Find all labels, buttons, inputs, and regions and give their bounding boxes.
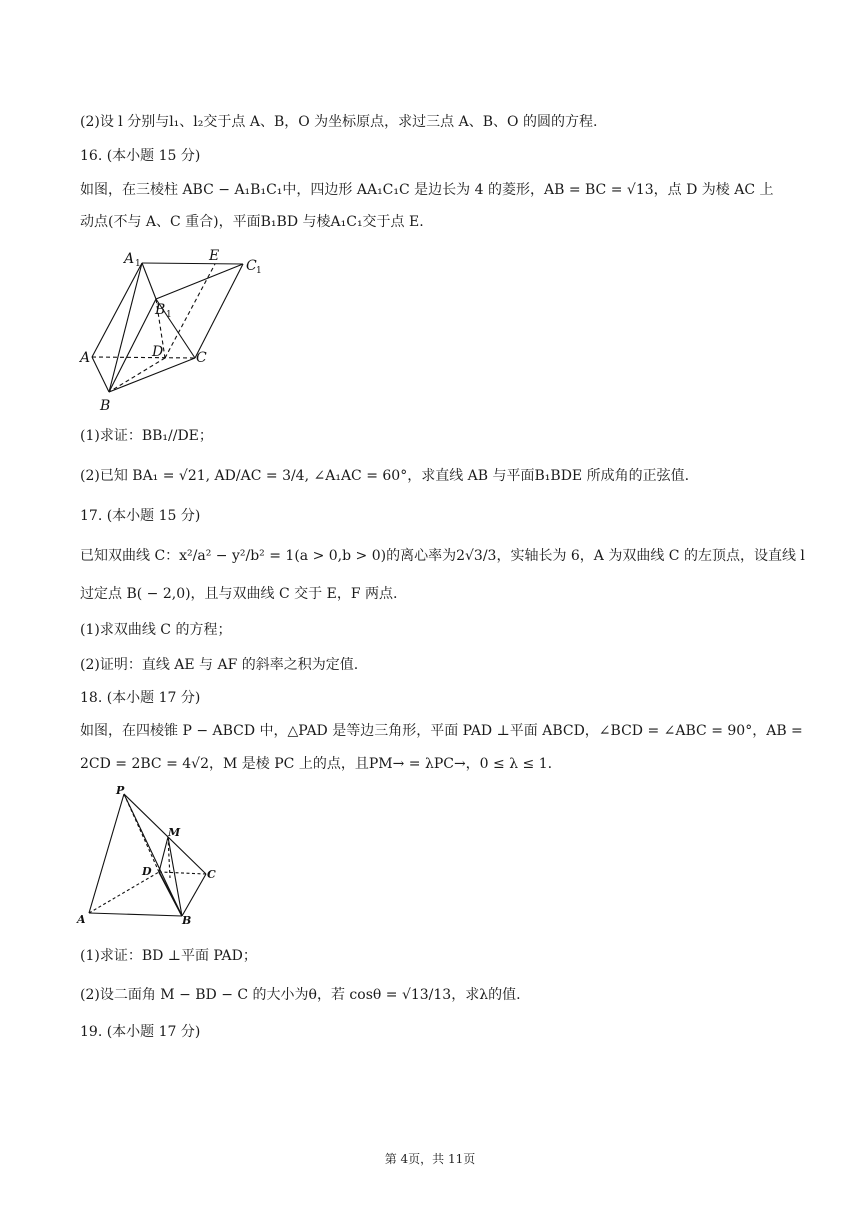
q18-part2: (2)设二面角 M − BD − C 的大小为θ，若 cosθ = √13/13，求λ的值. [80, 987, 521, 1003]
q15-part2: (2)设 l 分别与l₁、l₂交于点 A、B，O 为坐标原点，求过三点 A、B、O 的圆的方程. [80, 114, 598, 130]
label-p: P [116, 784, 125, 797]
q16-stem-line2: 动点(不与 A、C 重合)，平面B₁BD 与棱A₁C₁交于点 E. [80, 214, 424, 230]
label-d: D [142, 865, 152, 878]
label-a: A [80, 350, 91, 366]
page-footer: 第 4页，共 11页 [384, 1152, 476, 1166]
label-c: C [196, 350, 207, 366]
label-d: D [152, 344, 164, 360]
pyramid-figure [72, 782, 222, 924]
q18-stem-line1: 如图，在四棱锥 P − ABCD 中，△PAD 是等边三角形，平面 PAD ⊥平面 ABCD，∠BCD = ∠ABC = 90°，AB = [80, 723, 803, 739]
label-b: B [182, 914, 192, 924]
q17-header: 17. (本小题 15 分) [80, 508, 201, 524]
q16-header: 16. (本小题 15 分) [80, 148, 201, 164]
label-m: M [168, 826, 181, 839]
q18-header: 18. (本小题 17 分) [80, 690, 201, 706]
label-c1-sub: 1 [256, 266, 262, 276]
q17-stem-line1: 已知双曲线 C：x²/a² − y²/b² = 1(a > 0,b > 0)的离心率为2√3/3，实轴长为 6，A 为双曲线 C 的左顶点，设直线 l [80, 548, 805, 564]
q18-part1: (1)求证：BD ⊥平面 PAD； [80, 948, 257, 964]
q16-part2: (2)已知 BA₁ = √21, AD/AC = 3/4, ∠A₁AC = 60°，求直线 AB 与平面B₁BDE 所成角的正弦值. [80, 468, 690, 484]
q17-stem-line2: 过定点 B( − 2,0)，且与双曲线 C 交于 E，F 两点. [80, 586, 398, 602]
label-b1-sub: 1 [166, 310, 172, 320]
label-b1: B [155, 302, 166, 318]
label-b: B [100, 398, 111, 414]
label-a1-sub: 1 [135, 259, 141, 269]
q19-header: 19. (本小题 17 分) [80, 1024, 201, 1040]
label-a: A [77, 913, 86, 924]
q17-part1: (1)求双曲线 C 的方程； [80, 622, 232, 638]
q16-stem-line1: 如图，在三棱柱 ABC − A₁B₁C₁中，四边形 AA₁C₁C 是边长为 4 的菱形，AB = BC = √13，点 D 为棱 AC 上 [80, 182, 774, 198]
q16-part1: (1)求证：BB₁//DE； [80, 428, 213, 444]
q17-part2: (2)证明：直线 AE 与 AF 的斜率之积为定值. [80, 657, 359, 673]
label-c1: C [246, 258, 257, 274]
prism-figure [78, 244, 278, 416]
q18-stem-line2: 2CD = 2BC = 4√2，M 是棱 PC 上的点，且PM→ = λPC→，0 ≤ λ ≤ 1. [80, 756, 553, 772]
label-e: E [209, 248, 220, 264]
label-a1: A [124, 251, 135, 267]
label-c: C [207, 868, 216, 881]
